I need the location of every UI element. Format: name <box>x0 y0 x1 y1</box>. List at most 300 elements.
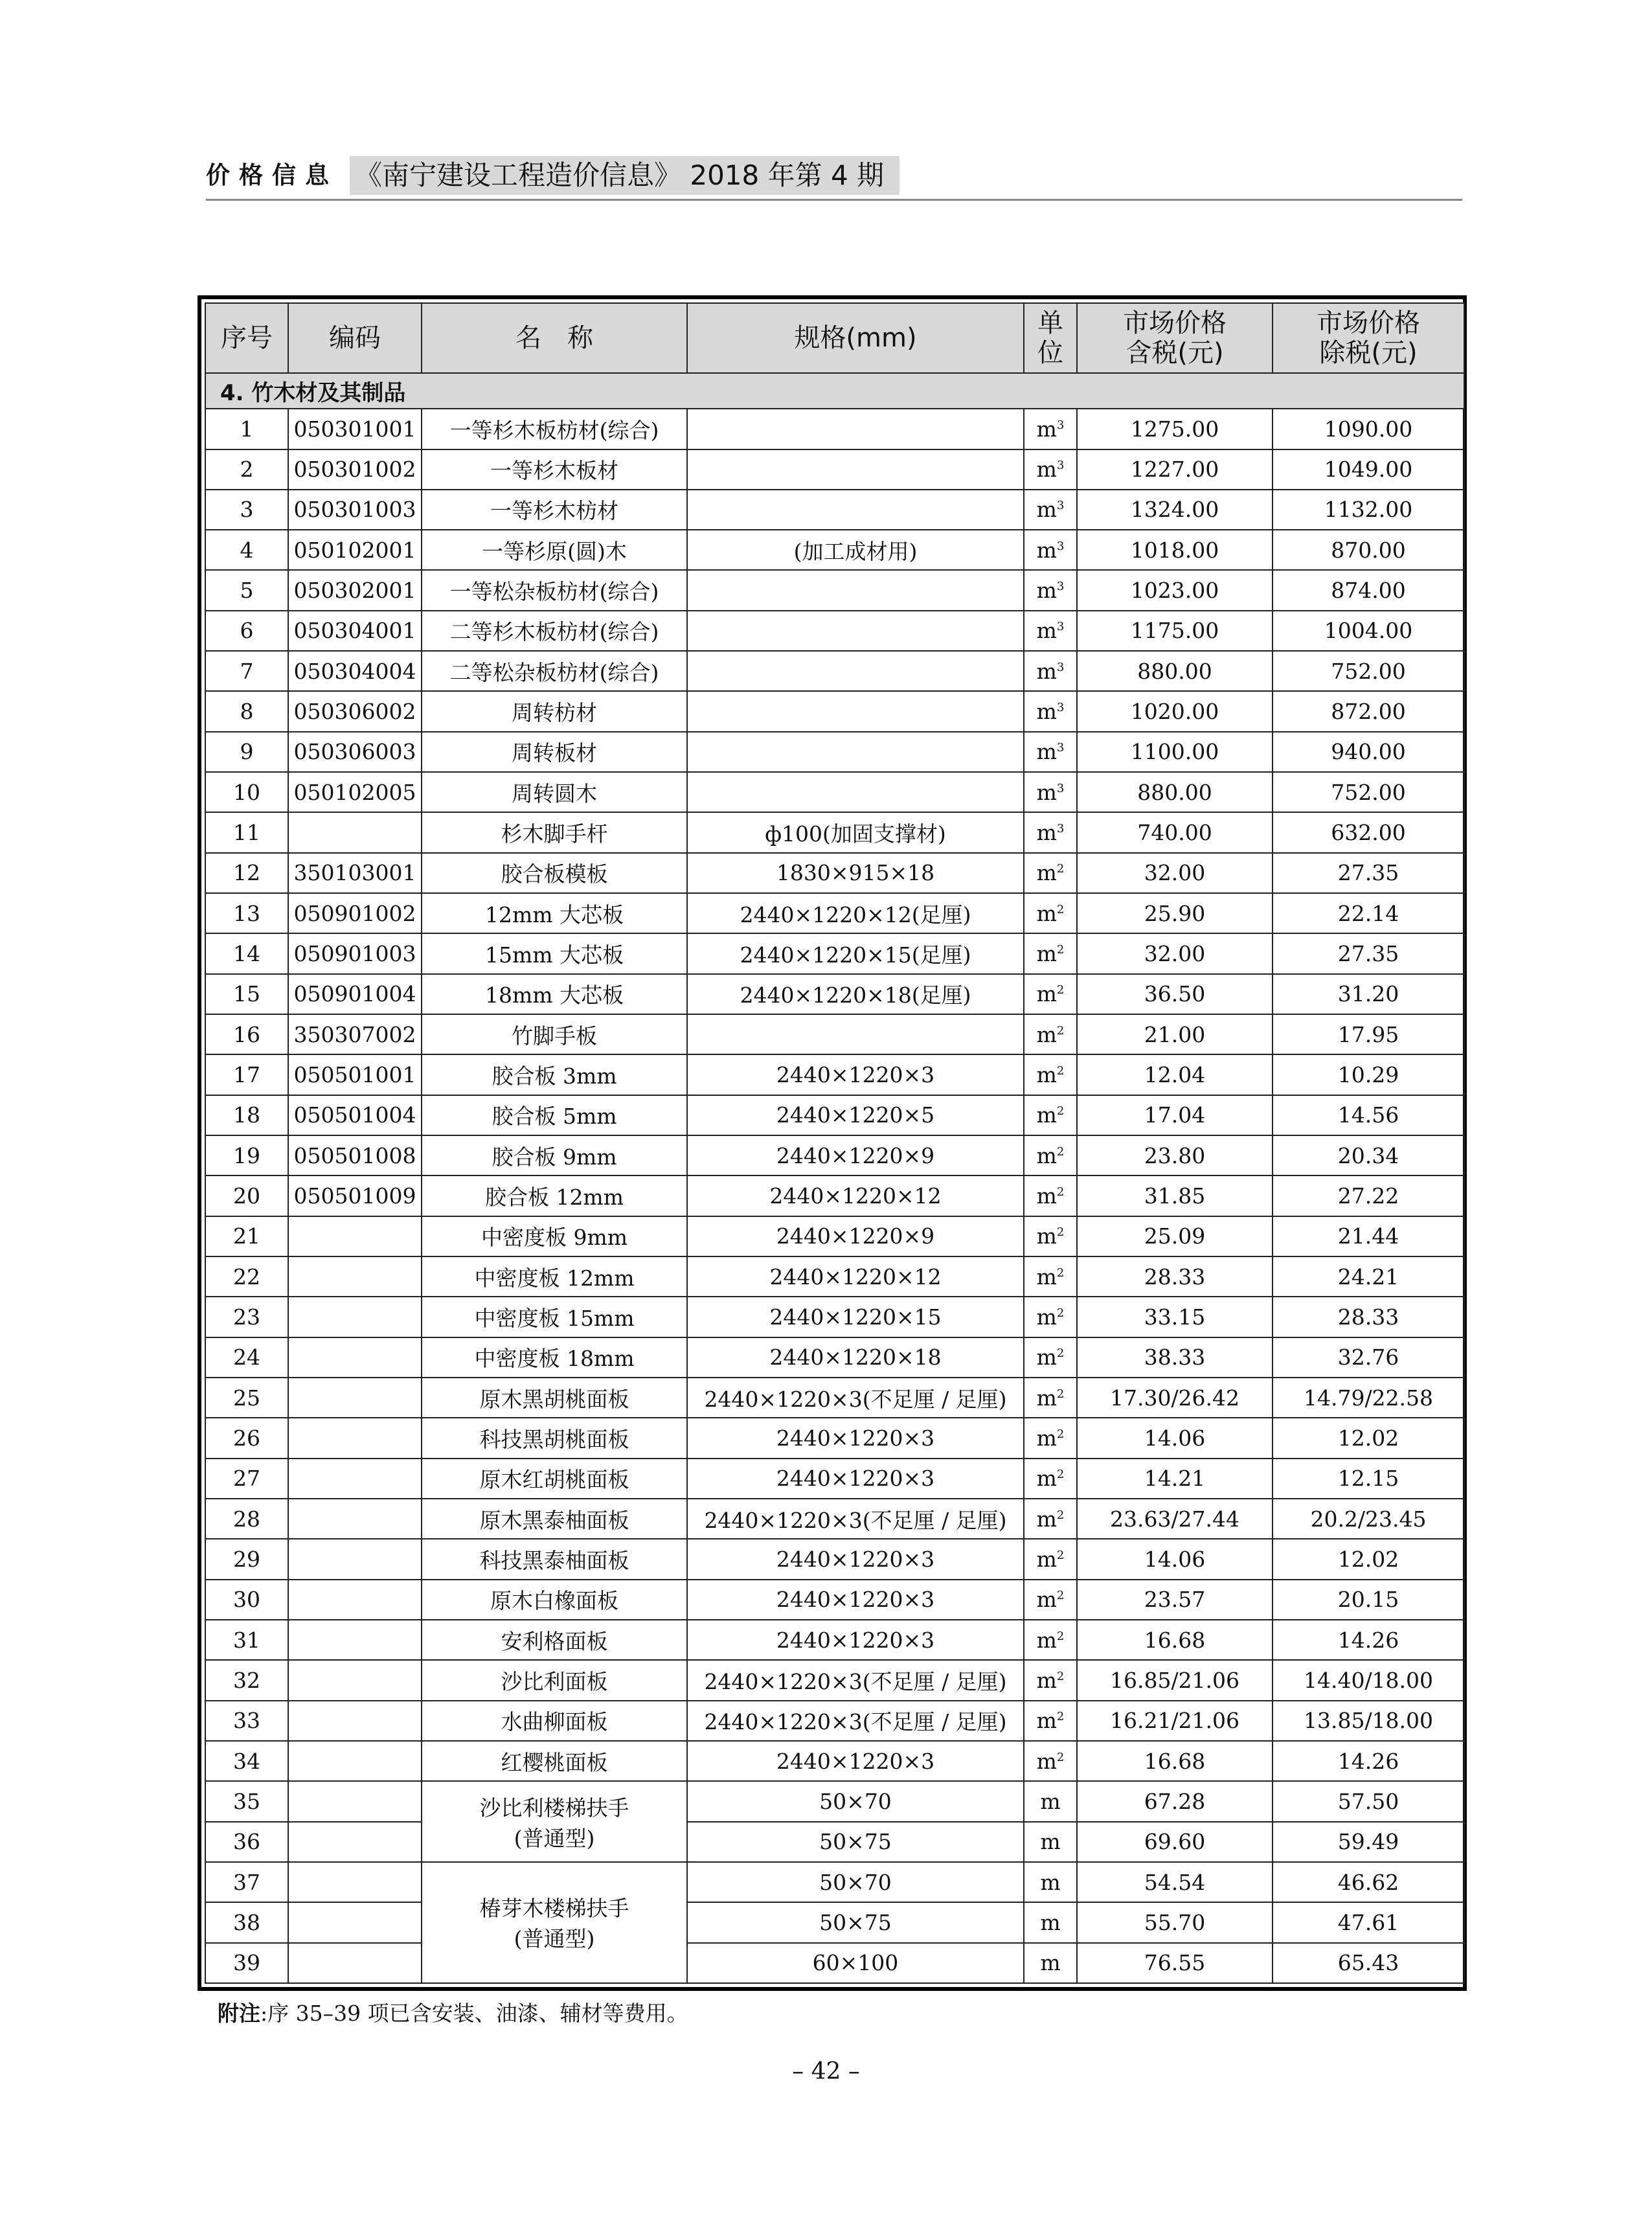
table-row <box>205 1014 1464 1054</box>
page-header <box>206 152 1462 199</box>
cell-code: 050901004 <box>288 974 422 1014</box>
cell-price-notax: 13.85/18.00 <box>1273 1701 1464 1741</box>
unit-exponent: 2 <box>1056 1185 1065 1199</box>
group-name-line1: 沙比利楼梯扶手 <box>479 1795 629 1821</box>
cell-code: 050302001 <box>288 570 422 610</box>
cell-name: 原木白橡面板 <box>422 1580 687 1620</box>
cell-spec: 2440×1220×3 <box>687 1539 1024 1579</box>
cell-seq: 23 <box>205 1297 288 1337</box>
cell-spec <box>687 490 1024 530</box>
cell-unit <box>1024 1902 1077 1942</box>
unit-exponent: 2 <box>1056 902 1065 916</box>
cell-code <box>288 1741 422 1781</box>
table-row <box>205 1660 1464 1700</box>
cell-unit <box>1024 1418 1077 1458</box>
price-table <box>205 302 1465 1984</box>
cell-seq: 1 <box>205 409 288 449</box>
cell-spec: 2440×1220×12(足厘) <box>687 893 1024 933</box>
unit-exponent: 2 <box>1056 1670 1065 1683</box>
page-number: – 42 – <box>792 2058 860 2085</box>
cell-unit <box>1024 1095 1077 1135</box>
cell-spec: ф100(加固支撑材) <box>687 812 1024 852</box>
cell-code: 050102005 <box>288 772 422 812</box>
table-row <box>205 1216 1464 1256</box>
cell-seq: 25 <box>205 1378 288 1418</box>
table-row <box>205 893 1464 933</box>
cell-unit <box>1024 1822 1077 1862</box>
cell-price-notax: 1049.00 <box>1273 449 1464 490</box>
cell-price-tax: 23.63/27.44 <box>1077 1499 1273 1539</box>
cell-spec <box>687 732 1024 772</box>
cell-spec: 2440×1220×3 <box>687 1620 1024 1660</box>
cell-spec: 2440×1220×9 <box>687 1135 1024 1175</box>
unit-exponent: 3 <box>1056 499 1065 513</box>
cell-unit <box>1024 449 1077 490</box>
cell-spec <box>687 651 1024 691</box>
cell-code: 050102001 <box>288 530 422 570</box>
cell-seq: 11 <box>205 812 288 852</box>
cell-price-notax: 752.00 <box>1273 651 1464 691</box>
cell-price-notax: 22.14 <box>1273 893 1464 933</box>
cell-name: 胶合板 5mm <box>422 1095 687 1135</box>
table-row <box>205 1862 1464 1902</box>
cell-name: 一等杉原(圆)木 <box>422 530 687 570</box>
unit-exponent: 2 <box>1056 1064 1065 1078</box>
cell-code <box>288 1256 422 1297</box>
unit-text: m <box>1036 1223 1057 1249</box>
unit-text: m <box>1036 457 1057 483</box>
cell-price-tax: 1023.00 <box>1077 570 1273 610</box>
unit-text: m <box>1036 497 1057 523</box>
cell-spec: 2440×1220×12 <box>687 1256 1024 1297</box>
cell-name: 水曲柳面板 <box>422 1701 687 1741</box>
col-header-price-tax <box>1077 303 1273 373</box>
cell-seq: 35 <box>205 1781 288 1821</box>
cell-price-tax: 23.80 <box>1077 1135 1273 1175</box>
cell-name: 胶合板 9mm <box>422 1135 687 1175</box>
cell-name: 胶合板模板 <box>422 853 687 893</box>
cell-price-notax: 14.26 <box>1273 1620 1464 1660</box>
cell-price-tax: 33.15 <box>1077 1297 1273 1337</box>
cell-code <box>288 1499 422 1539</box>
table-row <box>205 1135 1464 1175</box>
cell-seq: 5 <box>205 570 288 610</box>
table-row <box>205 1418 1464 1458</box>
unit-text: m <box>1036 820 1057 846</box>
unit-exponent: 3 <box>1056 701 1065 715</box>
cell-unit <box>1024 1539 1077 1579</box>
cell-code <box>288 1701 422 1741</box>
cell-price-tax: 17.30/26.42 <box>1077 1378 1273 1418</box>
col-header-unit <box>1024 303 1077 373</box>
cell-name: 一等杉木板枋材(综合) <box>422 409 687 449</box>
table-row <box>205 732 1464 772</box>
cell-price-tax: 14.21 <box>1077 1459 1273 1499</box>
cell-code <box>288 1660 422 1700</box>
unit-exponent: 2 <box>1056 1508 1065 1522</box>
cell-price-notax: 14.79/22.58 <box>1273 1378 1464 1418</box>
table-row <box>205 490 1464 530</box>
table-row <box>205 1822 1464 1862</box>
cell-price-notax: 27.35 <box>1273 933 1464 973</box>
cell-price-tax: 1275.00 <box>1077 409 1273 449</box>
cell-spec <box>687 691 1024 731</box>
cell-price-notax: 14.56 <box>1273 1095 1464 1135</box>
cell-name: 15mm 大芯板 <box>422 933 687 973</box>
category-row <box>205 373 1464 409</box>
cell-seq: 38 <box>205 1902 288 1942</box>
col-header-unit-line1: 单 <box>1037 308 1063 338</box>
table-body <box>205 409 1464 1983</box>
cell-code: 050901002 <box>288 893 422 933</box>
cell-price-notax: 27.35 <box>1273 853 1464 893</box>
cell-unit <box>1024 1943 1077 1983</box>
cell-unit <box>1024 1459 1077 1499</box>
cell-unit <box>1024 1580 1077 1620</box>
cell-name: 原木黑胡桃面板 <box>422 1378 687 1418</box>
cell-code: 050501004 <box>288 1095 422 1135</box>
cell-unit <box>1024 1337 1077 1378</box>
cell-seq: 24 <box>205 1337 288 1378</box>
cell-unit <box>1024 853 1077 893</box>
cell-price-tax: 740.00 <box>1077 812 1273 852</box>
cell-code <box>288 1378 422 1418</box>
cell-price-tax: 38.33 <box>1077 1337 1273 1378</box>
cell-spec: 2440×1220×3(不足厘 / 足厘) <box>687 1701 1024 1741</box>
cell-spec <box>687 409 1024 449</box>
cell-spec <box>687 449 1024 490</box>
cell-seq: 12 <box>205 853 288 893</box>
cell-price-tax: 31.85 <box>1077 1175 1273 1216</box>
cell-spec: 60×100 <box>687 1943 1024 1983</box>
table-row <box>205 1378 1464 1418</box>
col-header-price-tax-line2: 含税(元) <box>1126 338 1224 368</box>
cell-unit <box>1024 1216 1077 1256</box>
cell-seq: 26 <box>205 1418 288 1458</box>
unit-text: m <box>1036 1547 1057 1573</box>
unit-exponent: 2 <box>1056 1468 1065 1482</box>
cell-seq: 9 <box>205 732 288 772</box>
cell-code: 050501001 <box>288 1054 422 1095</box>
cell-unit <box>1024 611 1077 651</box>
cell-name: 胶合板 3mm <box>422 1054 687 1095</box>
unit-text: m <box>1040 1829 1061 1855</box>
cell-spec <box>687 1014 1024 1054</box>
cell-spec: 2440×1220×3 <box>687 1459 1024 1499</box>
cell-unit <box>1024 1297 1077 1337</box>
cell-name: 中密度板 15mm <box>422 1297 687 1337</box>
unit-text: m <box>1036 1142 1057 1168</box>
unit-exponent: 2 <box>1056 1427 1065 1442</box>
cell-unit <box>1024 409 1077 449</box>
cell-price-notax: 57.50 <box>1273 1781 1464 1821</box>
unit-exponent: 3 <box>1056 781 1065 795</box>
cell-unit <box>1024 933 1077 973</box>
cell-price-tax: 1100.00 <box>1077 732 1273 772</box>
cell-price-notax: 46.62 <box>1273 1862 1464 1902</box>
cell-price-tax: 1018.00 <box>1077 530 1273 570</box>
col-header-code: 编码 <box>288 303 422 373</box>
cell-price-notax: 20.34 <box>1273 1135 1464 1175</box>
cell-price-tax: 32.00 <box>1077 853 1273 893</box>
table-row <box>205 1620 1464 1660</box>
cell-name: 周转圆木 <box>422 772 687 812</box>
cell-seq: 18 <box>205 1095 288 1135</box>
cell-seq: 3 <box>205 490 288 530</box>
cell-unit <box>1024 812 1077 852</box>
unit-text: m <box>1036 1466 1057 1492</box>
cell-price-notax: 24.21 <box>1273 1256 1464 1297</box>
cell-price-notax: 27.22 <box>1273 1175 1464 1216</box>
cell-price-tax: 54.54 <box>1077 1862 1273 1902</box>
cell-price-tax: 880.00 <box>1077 651 1273 691</box>
cell-price-notax: 17.95 <box>1273 1014 1464 1054</box>
cell-seq: 34 <box>205 1741 288 1781</box>
unit-exponent: 3 <box>1056 580 1065 594</box>
table-row <box>205 611 1464 651</box>
unit-exponent: 3 <box>1056 822 1065 836</box>
unit-text: m <box>1040 1950 1061 1976</box>
cell-spec: 2440×1220×3(不足厘 / 足厘) <box>687 1660 1024 1700</box>
section-label: 价格信息 <box>206 161 338 189</box>
table-row <box>205 1741 1464 1781</box>
cell-price-notax: 28.33 <box>1273 1297 1464 1337</box>
unit-text: m <box>1036 1345 1057 1370</box>
cell-price-notax: 65.43 <box>1273 1943 1464 1983</box>
col-header-name: 名 称 <box>422 303 687 373</box>
cell-code: 350307002 <box>288 1014 422 1054</box>
cell-unit <box>1024 893 1077 933</box>
cell-unit <box>1024 1378 1077 1418</box>
cell-seq: 33 <box>205 1701 288 1741</box>
unit-text: m <box>1036 900 1057 926</box>
cell-code <box>288 1862 422 1902</box>
cell-seq: 31 <box>205 1620 288 1660</box>
cell-price-tax: 880.00 <box>1077 772 1273 812</box>
cell-code <box>288 1902 422 1942</box>
cell-price-notax: 12.15 <box>1273 1459 1464 1499</box>
col-header-price-notax <box>1273 303 1464 373</box>
cell-name: 沙比利面板 <box>422 1660 687 1700</box>
cell-name: 红樱桃面板 <box>422 1741 687 1781</box>
cell-seq: 10 <box>205 772 288 812</box>
cell-price-notax: 47.61 <box>1273 1902 1464 1942</box>
cell-price-notax: 870.00 <box>1273 530 1464 570</box>
cell-seq: 17 <box>205 1054 288 1095</box>
cell-price-notax: 12.02 <box>1273 1539 1464 1579</box>
cell-price-notax: 752.00 <box>1273 772 1464 812</box>
unit-exponent: 3 <box>1056 660 1065 674</box>
cell-unit <box>1024 490 1077 530</box>
unit-text: m <box>1036 1102 1057 1128</box>
cell-code: 050501009 <box>288 1175 422 1216</box>
unit-text: m <box>1036 1708 1057 1734</box>
cell-price-tax: 25.90 <box>1077 893 1273 933</box>
cell-spec: 2440×1220×9 <box>687 1216 1024 1256</box>
cell-code <box>288 1337 422 1378</box>
cell-unit <box>1024 1256 1077 1297</box>
table-row <box>205 1701 1464 1741</box>
cell-price-notax: 1132.00 <box>1273 490 1464 530</box>
cell-seq: 6 <box>205 611 288 651</box>
cell-price-tax: 16.68 <box>1077 1620 1273 1660</box>
cell-spec <box>687 570 1024 610</box>
unit-exponent: 2 <box>1056 862 1065 876</box>
unit-text: m <box>1036 1425 1057 1451</box>
cell-price-notax: 874.00 <box>1273 570 1464 610</box>
cell-seq: 2 <box>205 449 288 490</box>
cell-spec <box>687 611 1024 651</box>
cell-price-notax: 59.49 <box>1273 1822 1464 1862</box>
cell-price-notax: 20.2/23.45 <box>1273 1499 1464 1539</box>
cell-price-notax: 1090.00 <box>1273 409 1464 449</box>
table-row <box>205 1781 1464 1821</box>
cell-name: 科技黑胡桃面板 <box>422 1418 687 1458</box>
cell-price-tax: 25.09 <box>1077 1216 1273 1256</box>
cell-price-tax: 14.06 <box>1077 1539 1273 1579</box>
cell-price-tax: 16.68 <box>1077 1741 1273 1781</box>
cell-code: 050301002 <box>288 449 422 490</box>
cell-seq: 15 <box>205 974 288 1014</box>
cell-unit <box>1024 1014 1077 1054</box>
table-row <box>205 449 1464 490</box>
unit-exponent: 3 <box>1056 418 1065 432</box>
cell-name: 二等松杂板枋材(综合) <box>422 651 687 691</box>
unit-text: m <box>1036 658 1057 684</box>
unit-text: m <box>1036 1304 1057 1330</box>
unit-text: m <box>1036 1668 1057 1693</box>
cell-price-tax: 67.28 <box>1077 1781 1273 1821</box>
cell-code <box>288 1418 422 1458</box>
unit-text: m <box>1040 1909 1061 1935</box>
cell-spec: 50×70 <box>687 1862 1024 1902</box>
col-header-seq: 序号 <box>205 303 288 373</box>
cell-price-tax: 1324.00 <box>1077 490 1273 530</box>
cell-seq: 14 <box>205 933 288 973</box>
table-row <box>205 530 1464 570</box>
cell-code <box>288 1297 422 1337</box>
cell-price-tax: 16.21/21.06 <box>1077 1701 1273 1741</box>
unit-exponent: 2 <box>1056 1387 1065 1401</box>
header-rule <box>206 199 1462 201</box>
table-row <box>205 974 1464 1014</box>
table-row <box>205 570 1464 610</box>
cell-unit <box>1024 1054 1077 1095</box>
unit-exponent: 3 <box>1056 459 1065 473</box>
unit-text: m <box>1036 537 1057 563</box>
table-row <box>205 933 1464 973</box>
unit-exponent: 3 <box>1056 620 1065 634</box>
unit-text: m <box>1036 739 1057 765</box>
table-header-row <box>205 303 1464 373</box>
cell-price-tax: 28.33 <box>1077 1256 1273 1297</box>
unit-text: m <box>1036 779 1057 805</box>
group-name-line2: (普通型) <box>514 1926 595 1952</box>
unit-exponent: 3 <box>1056 539 1065 553</box>
cell-name: 安利格面板 <box>422 1620 687 1660</box>
cell-unit <box>1024 1175 1077 1216</box>
cell-spec: 2440×1220×3 <box>687 1741 1024 1781</box>
cell-name: 科技黑泰柚面板 <box>422 1539 687 1579</box>
cell-seq: 30 <box>205 1580 288 1620</box>
unit-exponent: 2 <box>1056 1306 1065 1321</box>
cell-unit <box>1024 570 1077 610</box>
publication-title: 《南宁建设工程造价信息》 2018 年第 4 期 <box>350 156 900 195</box>
unit-text: m <box>1036 416 1057 442</box>
col-header-price-notax-line2: 除税(元) <box>1319 338 1418 368</box>
unit-exponent: 2 <box>1056 1589 1065 1603</box>
unit-text: m <box>1036 981 1057 1007</box>
cell-name: 18mm 大芯板 <box>422 974 687 1014</box>
unit-text: m <box>1040 1788 1061 1814</box>
table-row <box>205 812 1464 852</box>
unit-text: m <box>1040 1869 1061 1895</box>
table-row <box>205 1459 1464 1499</box>
cell-name: 原木红胡桃面板 <box>422 1459 687 1499</box>
cell-seq: 16 <box>205 1014 288 1054</box>
cell-seq: 21 <box>205 1216 288 1256</box>
cell-spec: 50×70 <box>687 1781 1024 1821</box>
cell-price-tax: 76.55 <box>1077 1943 1273 1983</box>
cell-price-tax: 32.00 <box>1077 933 1273 973</box>
cell-price-notax: 940.00 <box>1273 732 1464 772</box>
cell-name: 一等杉木板材 <box>422 449 687 490</box>
cell-unit <box>1024 651 1077 691</box>
cell-price-tax: 36.50 <box>1077 974 1273 1014</box>
cell-name: 杉木脚手杆 <box>422 812 687 852</box>
unit-text: m <box>1036 1385 1057 1411</box>
cell-seq: 22 <box>205 1256 288 1297</box>
cell-spec: 2440×1220×12 <box>687 1175 1024 1216</box>
table-row <box>205 691 1464 731</box>
cell-price-notax: 12.02 <box>1273 1418 1464 1458</box>
cell-code <box>288 1216 422 1256</box>
unit-exponent: 2 <box>1056 1225 1065 1240</box>
unit-text: m <box>1036 578 1057 604</box>
unit-exponent: 2 <box>1056 1750 1065 1764</box>
cell-unit <box>1024 1781 1077 1821</box>
cell-seq: 36 <box>205 1822 288 1862</box>
unit-text: m <box>1036 941 1057 967</box>
cell-price-tax: 12.04 <box>1077 1054 1273 1095</box>
cell-code: 050304004 <box>288 651 422 691</box>
cell-code <box>288 812 422 852</box>
cell-price-notax: 1004.00 <box>1273 611 1464 651</box>
cell-code: 350103001 <box>288 853 422 893</box>
cell-name: 中密度板 9mm <box>422 1216 687 1256</box>
table-row <box>205 1539 1464 1579</box>
table-row <box>205 1499 1464 1539</box>
cell-code <box>288 1781 422 1821</box>
cell-name: 周转板材 <box>422 732 687 772</box>
col-header-spec: 规格(mm) <box>687 303 1024 373</box>
cell-unit <box>1024 1701 1077 1741</box>
cell-price-notax: 14.40/18.00 <box>1273 1660 1464 1700</box>
unit-text: m <box>1036 1183 1057 1209</box>
unit-exponent: 3 <box>1056 741 1065 755</box>
cell-seq: 20 <box>205 1175 288 1216</box>
unit-text: m <box>1036 860 1057 886</box>
cell-code <box>288 1580 422 1620</box>
cell-price-tax: 55.70 <box>1077 1902 1273 1942</box>
cell-price-tax: 69.60 <box>1077 1822 1273 1862</box>
cell-code: 050501008 <box>288 1135 422 1175</box>
table-row <box>205 853 1464 893</box>
cell-price-tax: 14.06 <box>1077 1418 1273 1458</box>
cell-seq: 39 <box>205 1943 288 1983</box>
cell-price-tax: 23.57 <box>1077 1580 1273 1620</box>
cell-unit <box>1024 1620 1077 1660</box>
